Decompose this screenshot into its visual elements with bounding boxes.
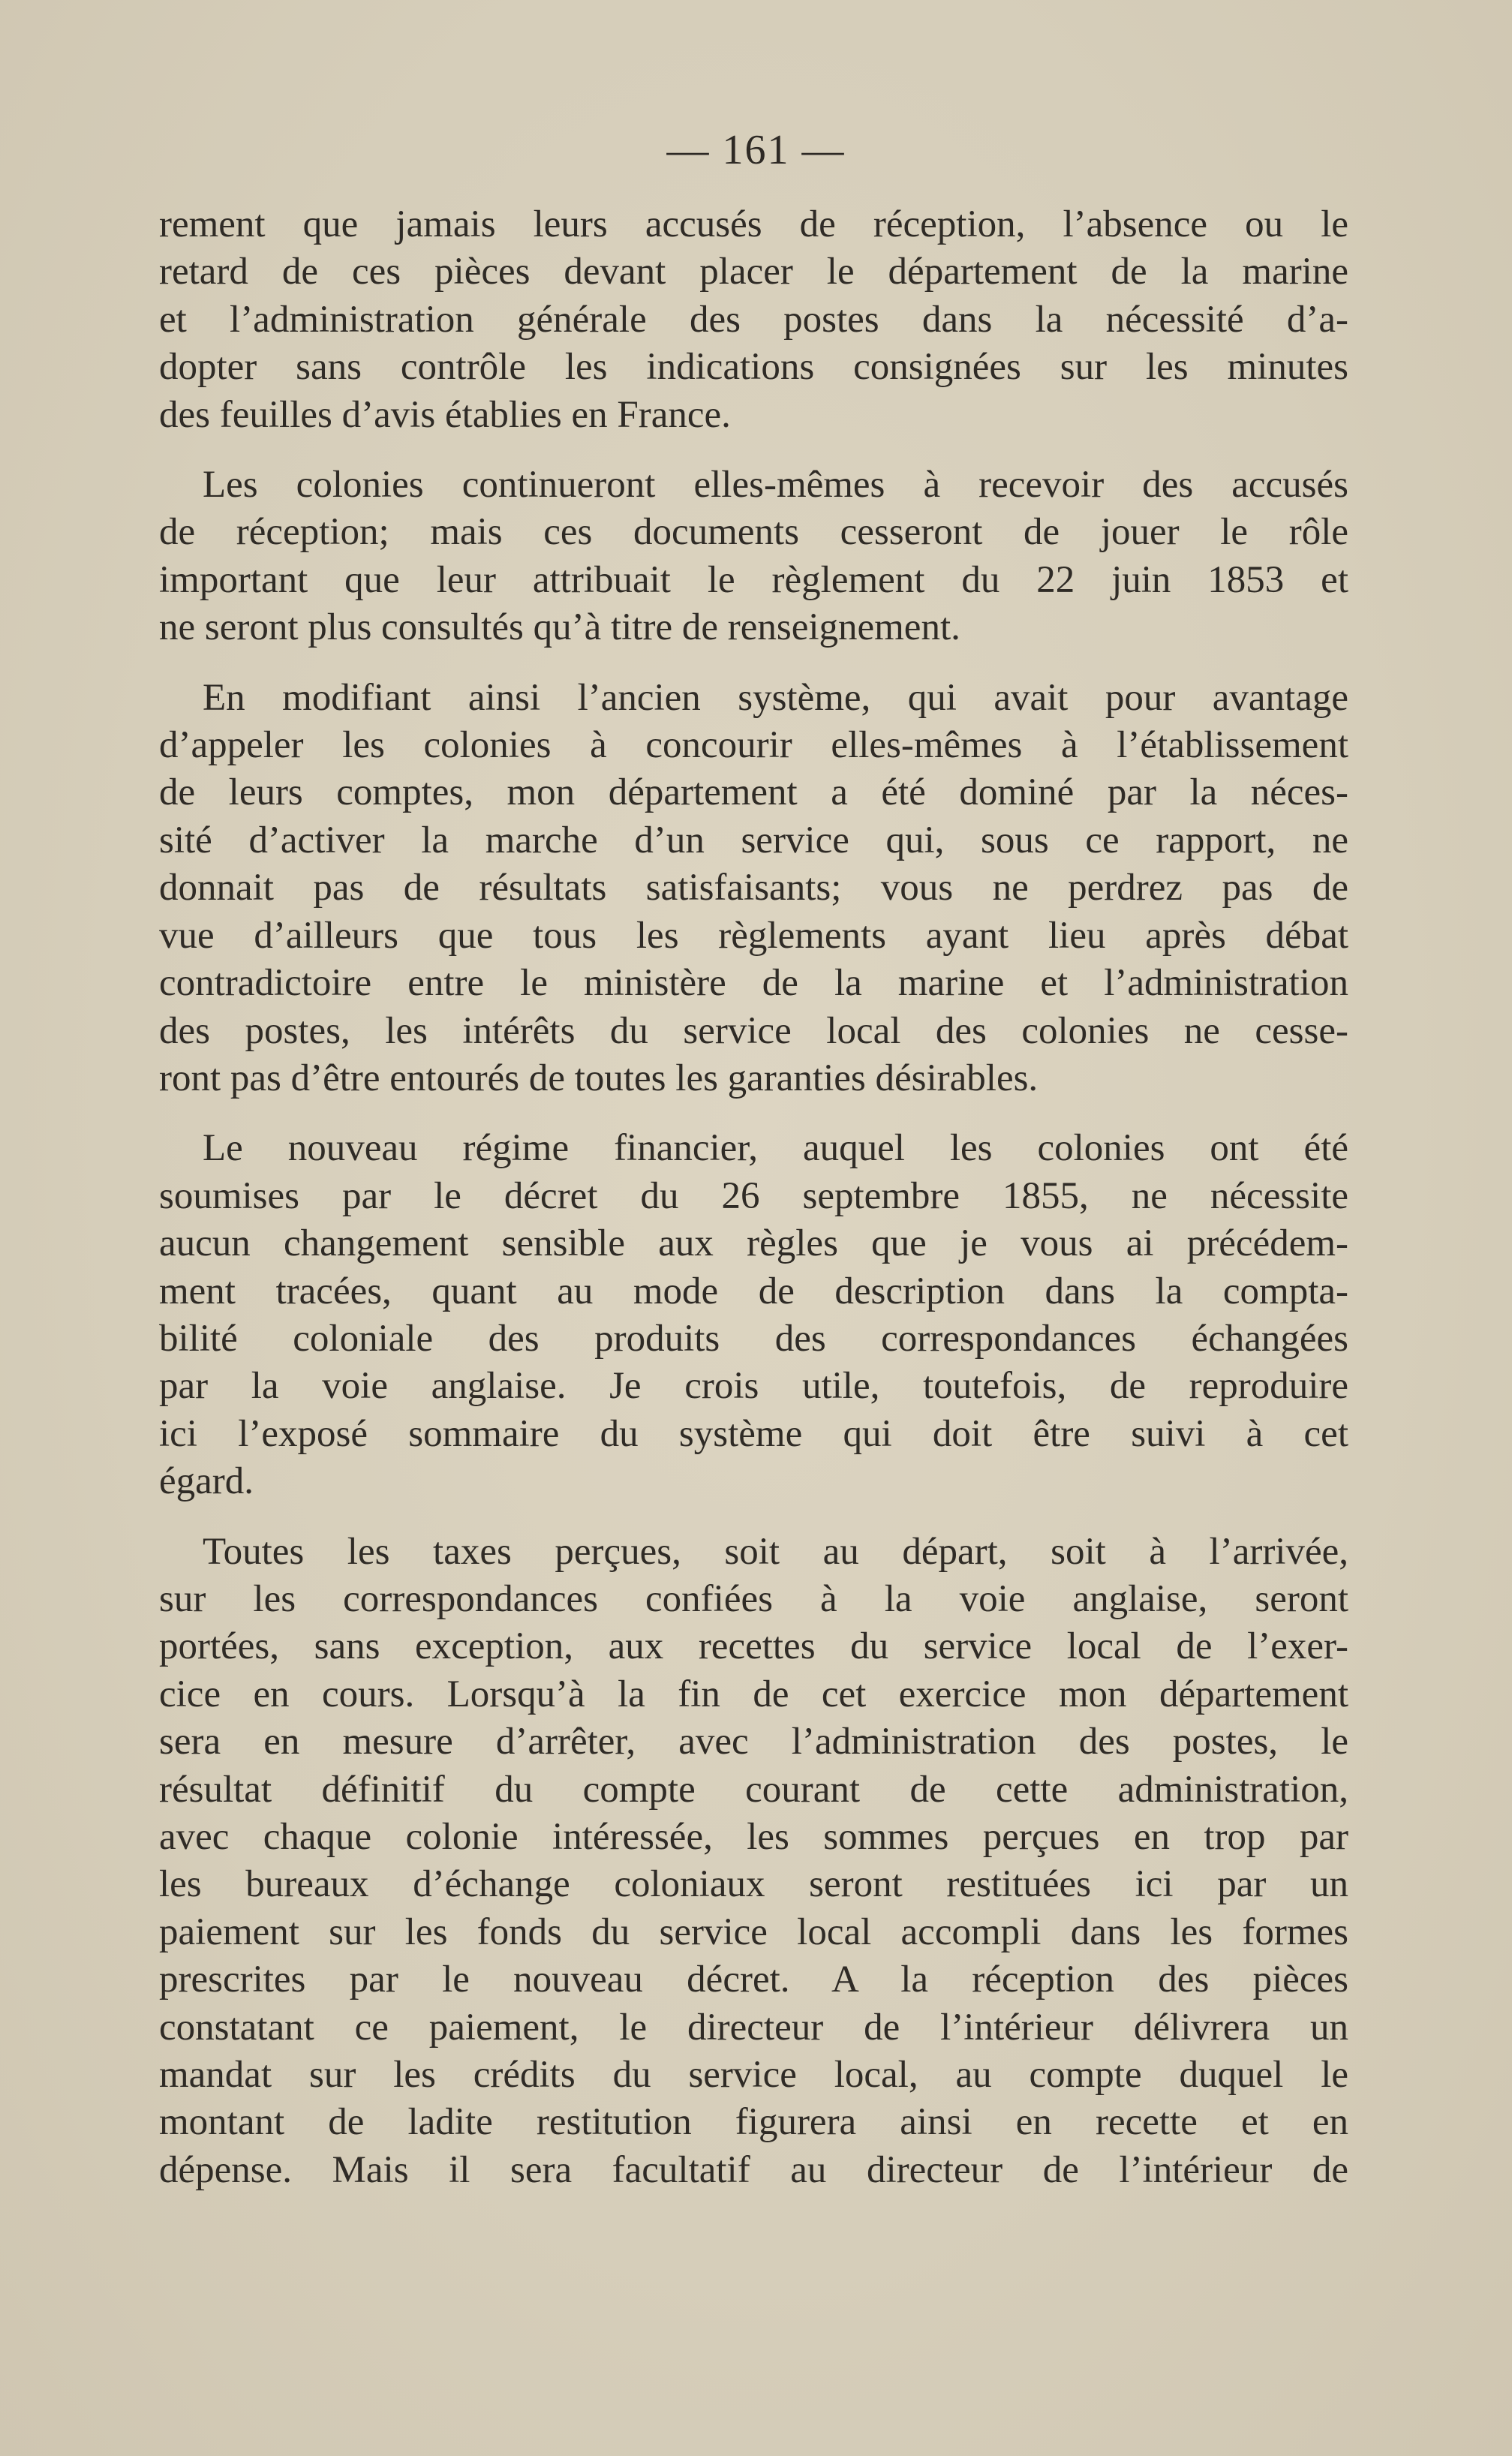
text-line: important que leur attribuait le règlement du 22 juin 1853 et [159,558,1348,601]
text-line: contradictoire entre le ministère de la marine et l’administration [159,962,1348,1005]
text-line: paiement sur les fonds du service local accompli dans les formes [159,1910,1348,1953]
text-line: Le nouveau régime financier, auquel les colonies ont été [203,1127,1348,1170]
text-line: montant de ladite restitution figurera ainsi en recette et en [159,2101,1348,2144]
text-line: mandat sur les crédits du service local, au compte duquel le [159,2054,1348,2097]
text-line: ne seront plus consultés qu’à titre de renseignement. [159,606,960,649]
paragraph-4 [159,1125,1348,1505]
paragraph-2 [159,461,1348,652]
text-line: cice en cours. Lorsqu’à la fin de cet exercice mon département [159,1673,1348,1715]
paragraph-3 [159,675,1348,1103]
text-line: constatant ce paiement, le directeur de l’intérieur délivrera un [159,2006,1348,2049]
text-line: ment tracées, quant au mode de description dans la compta- [159,1270,1348,1312]
text-line: de réception; mais ces documents cesseront de jouer le rôle [159,511,1348,554]
text-line: bilité coloniale des produits des correspondances échangées [159,1317,1348,1360]
text-line: retard de ces pièces devant placer le département de la marine [159,251,1348,293]
paragraph-5 [159,1529,1348,2195]
text-line: des postes, les intérêts du service local des colonies ne cesse- [159,1009,1348,1052]
text-line: portées, sans exception, aux recettes du service local de l’exer- [159,1625,1348,1668]
text-line: ici l’exposé sommaire du système qui doit être suivi à cet [159,1412,1348,1455]
body-text [159,201,1348,2217]
text-line: dopter sans contrôle les indications consignées sur les minutes [159,346,1348,389]
text-line: des feuilles d’avis établies en France. [159,393,731,436]
text-line: d’appeler les colonies à concourir elles-mêmes à l’établissement [159,724,1348,767]
page-number: — 161 — [666,127,846,173]
text-line: soumises par le décret du 26 septembre 1855, ne nécessite [159,1174,1348,1217]
paragraph-1 [159,201,1348,439]
text-line: égard. [159,1460,254,1503]
text-line: dépense. Mais il sera facultatif au directeur de l’intérieur de [159,2148,1348,2191]
text-line: En modifiant ainsi l’ancien système, qui avait pour avantage [203,676,1348,719]
text-line: par la voie anglaise. Je crois utile, toutefois, de reproduire [159,1365,1348,1408]
text-line: prescrites par le nouveau décret. A la réception des pièces [159,1958,1348,2001]
text-line: et l’administration générale des postes dans la nécessité d’a- [159,298,1348,341]
text-line: ront pas d’être entourés de toutes les garanties désirables. [159,1057,1039,1099]
text-line: donnait pas de résultats satisfaisants; vous ne perdrez pas de [159,867,1348,909]
text-line: aucun changement sensible aux règles que je vous ai précédem- [159,1222,1348,1265]
text-line: sera en mesure d’arrêter, avec l’administration des postes, le [159,1721,1348,1763]
text-line: Les colonies continueront elles-mêmes à recevoir des accusés [203,464,1348,507]
text-line: rement que jamais leurs accusés de réception, l’absence ou le [159,203,1348,245]
text-line: les bureaux d’échange coloniaux seront restituées ici par un [159,1863,1348,1906]
text-line: avec chaque colonie intéressée, les sommes perçues en trop par [159,1816,1348,1858]
text-line: Toutes les taxes perçues, soit au départ, soit à l’arrivée, [203,1530,1348,1573]
text-line: de leurs comptes, mon département a été dominé par la néces- [159,771,1348,814]
text-line: vue d’ailleurs que tous les règlements ayant lieu après débat [159,914,1348,957]
text-line: résultat définitif du compte courant de cette administration, [159,1768,1348,1811]
text-line: sité d’activer la marche d’un service qui, sous ce rapport, ne [159,819,1348,861]
text-line: sur les correspondances confiées à la voie anglaise, seront [159,1577,1348,1620]
